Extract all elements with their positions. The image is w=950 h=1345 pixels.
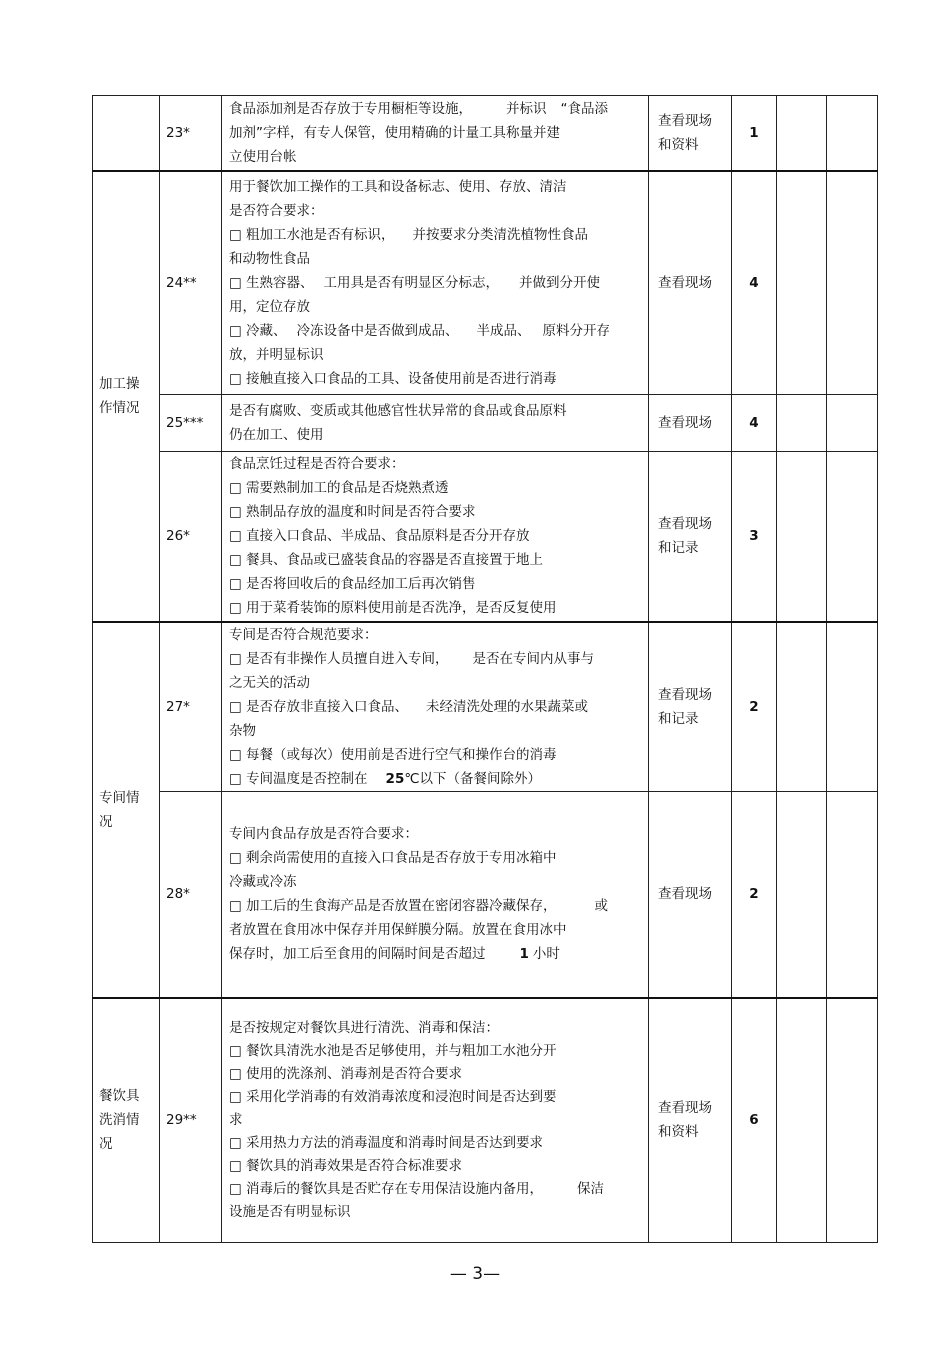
- item-content: 专间内食品存放是否符合要求： □ 剩余尚需使用的直接入口食品是否存放于专用冰箱中 冷藏或冷冻 □ 加工后的生食海产品是否放置在密闭容器冷藏保存， 或 者放置在食用冰中保存并用保鲜膜分隔。放置在食用冰中 保存时，加工后至食用的间隔时间是否超过 1 小时: [222, 791, 649, 998]
- table-row-28: [93, 791, 878, 998]
- item-number: 29**: [160, 998, 222, 1242]
- category-cell-processing: 加工操 作情况: [93, 171, 160, 622]
- item-number: 23*: [160, 96, 222, 171]
- item-content: 用于餐饮加工操作的工具和设备标志、使用、存放、清洁 是否符合要求： □ 粗加工水池是否有标识， 并按要求分类清洗植物性食品 和动物性食品 □ 生熟容器、 工用具是否有明显区分标志， 并做到分开使 用，定位存放 □ 冷藏、 冷冻设备中是否做到成品、 半成品、 原料分开存 放，并明显标识 □ 接触直接入口食品的工具、设备使用前是否进行消毒: [222, 171, 649, 395]
- blank-cell: [827, 171, 878, 395]
- table-row-27: [93, 622, 878, 792]
- content-text: 加剂”字样，有专人保管，使用精确的计量工具称量并建: [229, 124, 560, 141]
- score-value: 4: [732, 171, 777, 395]
- score-value: 2: [732, 791, 777, 998]
- item-number: 25***: [160, 395, 222, 452]
- item-content: 专间是否符合规范要求： □ 是否有非操作人员擅自进入专间， 是否在专间内从事与 之无关的活动 □ 是否存放非直接入口食品、 未经清洗处理的水果蔬菜或 杂物 □ 每餐（或每次）使用前是否进行空气和操作台的消毒 □ 专间温度是否控制在 25℃以下（备餐间除外）: [222, 622, 649, 792]
- blank-cell: [777, 791, 827, 998]
- table-row-23: [93, 96, 878, 171]
- item-content: 是否有腐败、变质或其他感官性状异常的食品或食品原料 仍在加工、使用: [222, 395, 649, 452]
- content-text: 并标识: [506, 100, 547, 117]
- table-row-26: [93, 452, 878, 622]
- category-cell-tableware: 餐饮具 洗消情 况: [93, 998, 160, 1242]
- blank-cell: [777, 395, 827, 452]
- check-method: 查看现场: [649, 791, 732, 998]
- blank-cell: [827, 452, 878, 622]
- item-number: 28*: [160, 791, 222, 998]
- table-row-25: [93, 395, 878, 452]
- item-number: 24**: [160, 171, 222, 395]
- table-row-24: [93, 171, 878, 395]
- blank-cell: [827, 791, 878, 998]
- blank-cell: [777, 998, 827, 1242]
- blank-cell: [827, 395, 878, 452]
- check-method: 查看现场: [649, 395, 732, 452]
- table-row-29: [93, 998, 878, 1242]
- inspection-checklist-table: [92, 95, 878, 1243]
- check-method: 查看现场 和记录: [649, 452, 732, 622]
- score-value: 2: [732, 622, 777, 792]
- check-method: 查看现场: [649, 171, 732, 395]
- item-content: 是否按规定对餐饮具进行清洗、消毒和保洁： □ 餐饮具清洗水池是否足够使用，并与粗加工水池分开 □ 使用的洗涤剂、消毒剂是否符合要求 □ 采用化学消毒的有效消毒浓度和浸泡时间是否达到要 求 □ 采用热力方法的消毒温度和消毒时间是否达到要求 □ 餐饮具的消毒效果是否符合标准要求 □ 消毒后的餐饮具是否贮存在专用保洁设施内备用， 保洁 设施是否有明显标识: [222, 998, 649, 1242]
- score-value: 4: [732, 395, 777, 452]
- blank-cell: [777, 622, 827, 792]
- category-cell-empty: [93, 96, 160, 171]
- content-text: “食品添: [560, 100, 608, 117]
- content-text: 立使用台帐: [229, 148, 297, 165]
- check-method: 查看现场 和资料: [649, 96, 732, 171]
- category-cell-special-room: 专间情 况: [93, 622, 160, 999]
- blank-cell: [777, 452, 827, 622]
- check-method: 查看现场 和资料: [649, 998, 732, 1242]
- score-value: 6: [732, 998, 777, 1242]
- item-content: 食品烹饪过程是否符合要求： □ 需要熟制加工的食品是否烧熟煮透 □ 熟制品存放的温度和时间是否符合要求 □ 直接入口食品、半成品、食品原料是否分开存放 □ 餐具、食品或已盛装食品的容器是否直接置于地上 □ 是否将回收后的食品经加工后再次销售 □ 用于菜肴装饰的原料使用前是否洗净，是否反复使用: [222, 452, 649, 622]
- score-value: 3: [732, 452, 777, 622]
- check-method: 查看现场 和记录: [649, 622, 732, 792]
- content-text: 食品添加剂是否存放于专用橱柜等设施，: [229, 100, 472, 117]
- blank-cell: [827, 998, 878, 1242]
- item-number: 26*: [160, 452, 222, 622]
- page-number: — 3—: [449, 1264, 501, 1284]
- blank-cell: [827, 622, 878, 792]
- score-value: 1: [732, 96, 777, 171]
- blank-cell: [777, 171, 827, 395]
- item-content: [222, 96, 649, 171]
- blank-cell: [827, 96, 878, 171]
- blank-cell: [777, 96, 827, 171]
- item-number: 27*: [160, 622, 222, 792]
